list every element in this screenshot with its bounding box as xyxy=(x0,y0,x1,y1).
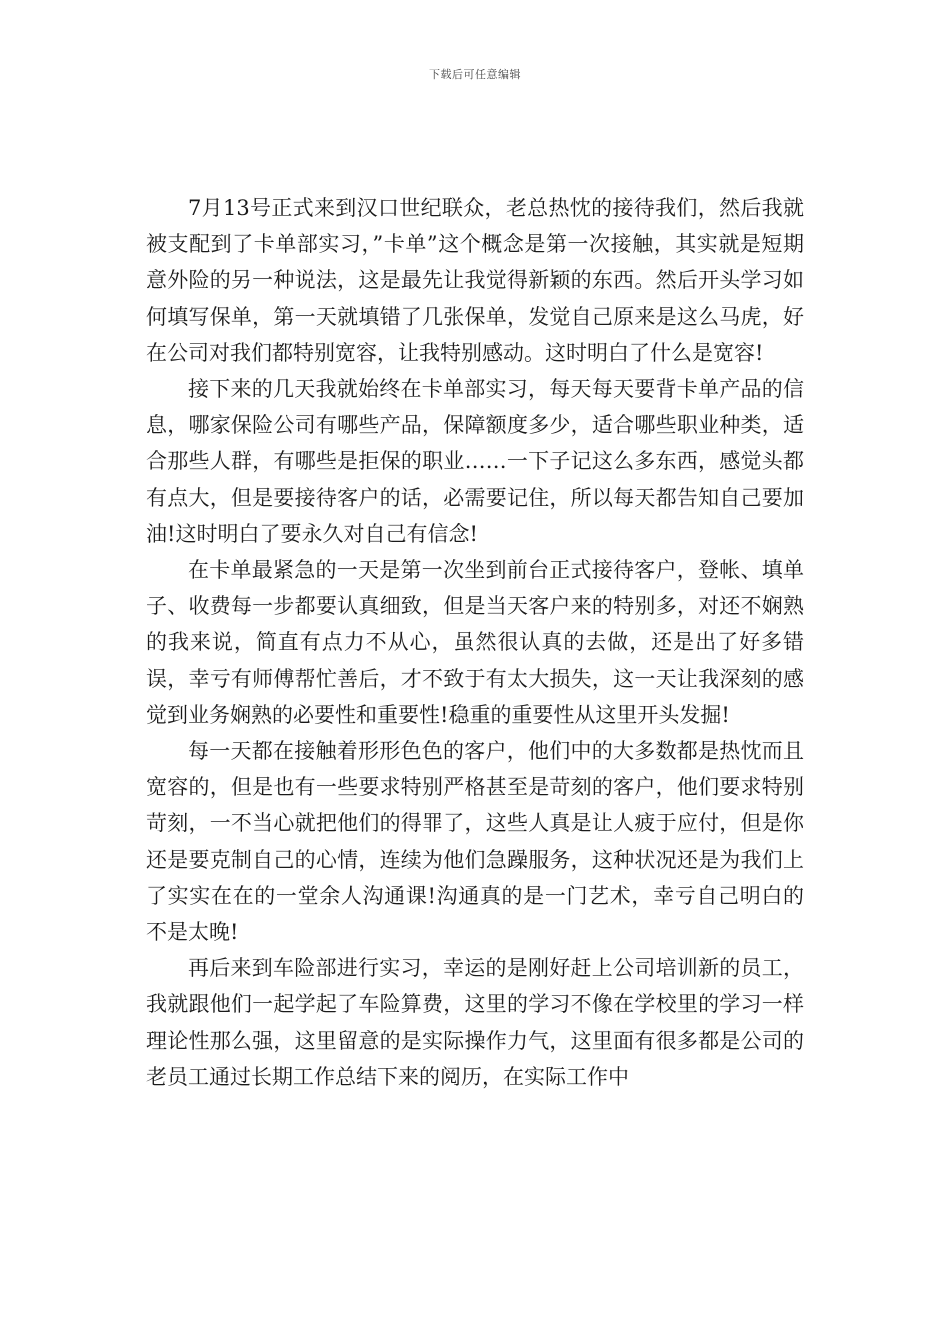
paragraph: 在卡单最紧急的一天是第一次坐到前台正式接待客户，登帐、填单子、收费每一步都要认真细致，但是当天客户来的特别多，对还不娴熟的我来说，简直有点力不从心，虽然很认真的去做，还是出了好多错误，幸亏有师傅帮忙善后，才不致于有太大损失，这一天让我深刻的感觉到业务娴熟的必要性和重要性!稳重的重要性从这里开头发掘! xyxy=(146,558,804,727)
header-note: 下载后可任意编辑 xyxy=(429,68,521,81)
paragraph: 7月13号正式来到汉口世纪联众，老总热忱的接待我们，然后我就被支配到了卡单部实习，”卡单”这个概念是第一次接触，其实就是短期意外险的另一种说法，这是最先让我觉得新颖的东西。然后开头学习如何填写保单，第一天就填错了几张保单，发觉自己原来是这么马虎，好在公司对我们都特别宽容，让我特别感动。这时明白了什么是宽容! xyxy=(146,196,804,365)
paragraph: 每一天都在接触着形形色色的客户，他们中的大多数都是热忱而且宽容的，但是也有一些要求特别严格甚至是苛刻的客户，他们要求特别苛刻，一不当心就把他们的得罪了，这些人真是让人疲于应付，但是你还是要克制自己的心情，连续为他们急躁服务，这种状况还是为我们上了实实在在的一堂余人沟通课!沟通真的是一门艺术，幸亏自己明白的不是太晚! xyxy=(146,739,804,945)
document-body xyxy=(146,190,804,1095)
paragraph: 接下来的几天我就始终在卡单部实习，每天每天要背卡单产品的信息，哪家保险公司有哪些产品，保障额度多少，适合哪些职业种类，适合那些人群，有哪些是拒保的职业……一下子记这么多东西，感觉头都有点大，但是要接待客户的话，必需要记住，所以每天都告知自己要加油!这时明白了要永久对自己有信念! xyxy=(146,377,804,546)
paragraph: 再后来到车险部进行实习，幸运的是刚好赶上公司培训新的员工，我就跟他们一起学起了车险算费，这里的学习不像在学校里的学习一样理论性那么强，这里留意的是实际操作力气，这里面有很多都是公司的老员工通过长期工作总结下来的阅历，在实际工作中 xyxy=(146,956,804,1089)
